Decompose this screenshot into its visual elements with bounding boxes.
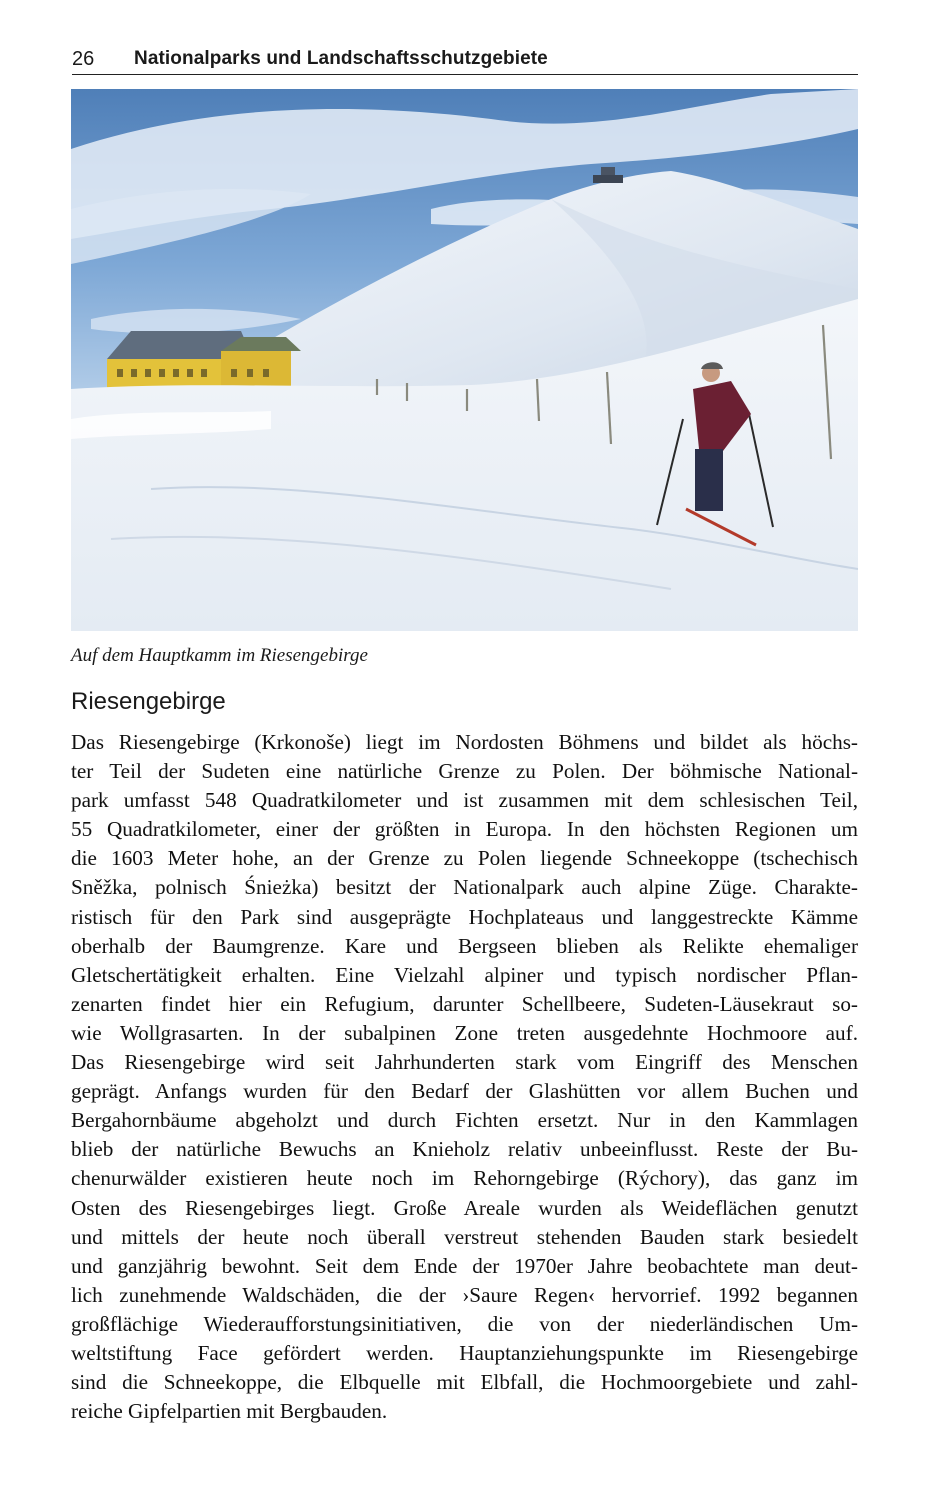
- figure-caption: Auf dem Hauptkamm im Riesengebirge: [71, 645, 368, 666]
- text-line: park umfasst 548 Quadratkilometer und ist zusammen mit dem schlesischen Teil,: [71, 788, 858, 813]
- text-line: Das Riesengebirge (Krkonoše) liegt im Nordosten Böhmens und bildet als höchs-: [71, 730, 858, 754]
- text-line: weltstiftung Face gefördert werden. Hauptanziehungspunkte im Riesengebirge: [71, 1340, 858, 1365]
- text-line: ter Teil der Sudeten eine natürliche Grenze zu Polen. Der böhmische National-: [71, 759, 858, 784]
- text-line: die 1603 Meter hohe, an der Grenze zu Polen liegende Schneekoppe (tschechisch: [71, 846, 858, 871]
- text-line: geprägt. Anfangs wurden für den Bedarf der Glashütten vor allem Buchen und: [71, 1079, 858, 1104]
- text-line: zenarten findet hier ein Refugium, darunter Schellbeere, Sudeten-Läusekraut so-: [71, 991, 858, 1016]
- text-line: chenurwälder existieren heute noch im Rehorngebirge (Rýchory), das ganz im: [71, 1166, 858, 1191]
- text-line: wie Wollgrasarten. In der subalpinen Zone treten ausgedehnte Hochmoore auf.: [71, 1020, 858, 1045]
- text-line: Bergahornbäume abgeholzt und durch Fichten ersetzt. Nur in den Kammlagen: [71, 1108, 858, 1133]
- page-number: 26: [72, 48, 95, 70]
- text-line: reiche Gipfelpartien mit Bergbauden.: [71, 1399, 388, 1424]
- body-paragraph: [71, 728, 858, 1426]
- running-header: [72, 46, 858, 75]
- text-line: großflächige Wiederaufforstungsinitiativen, die von der niederländischen Um-: [71, 1311, 858, 1336]
- text-line: sind die Schneekoppe, die Elbquelle mit Elbfall, die Hochmoorgebiete und zahl-: [71, 1370, 858, 1395]
- winter-landscape-photo: [71, 89, 858, 631]
- section-heading: Riesengebirge: [71, 688, 226, 715]
- text-line: ristisch für den Park sind ausgeprägte Hochplateaus und langgestreckte Kämme: [71, 904, 858, 929]
- chapter-title: Nationalparks und Landschaftsschutzgebiete: [134, 48, 548, 69]
- text-line: und mittels der heute noch überall verstreut stehenden Bauden stark besiedelt: [71, 1224, 858, 1249]
- text-line: blieb der natürliche Bewuchs an Knieholz relativ unbeeinflusst. Reste der Bu-: [71, 1137, 858, 1162]
- text-line: Osten des Riesengebirges liegt. Große Areale wurden als Weideflächen genutzt: [71, 1195, 858, 1220]
- text-line: und ganzjährig bewohnt. Seit dem Ende der 1970er Jahre beobachtete man deut-: [71, 1253, 858, 1278]
- text-line: Sněžka, polnisch Śnieżka) besitzt der Nationalpark auch alpine Züge. Charakte-: [71, 875, 858, 900]
- text-line: oberhalb der Baumgrenze. Kare und Bergseen blieben als Relikte ehemaliger: [71, 933, 858, 958]
- text-line: lich zunehmende Waldschäden, die der ›Saure Regen‹ hervorrief. 1992 begannen: [71, 1282, 858, 1307]
- text-line: Gletschertätigkeit erhalten. Eine Vielzahl alpiner und typisch nordischer Pflan-: [71, 962, 858, 987]
- text-line: 55 Quadratkilometer, einer der größten in Europa. In den höchsten Regionen um: [71, 817, 858, 842]
- text-line: Das Riesengebirge wird seit Jahrhunderten stark vom Eingriff des Menschen: [71, 1050, 858, 1075]
